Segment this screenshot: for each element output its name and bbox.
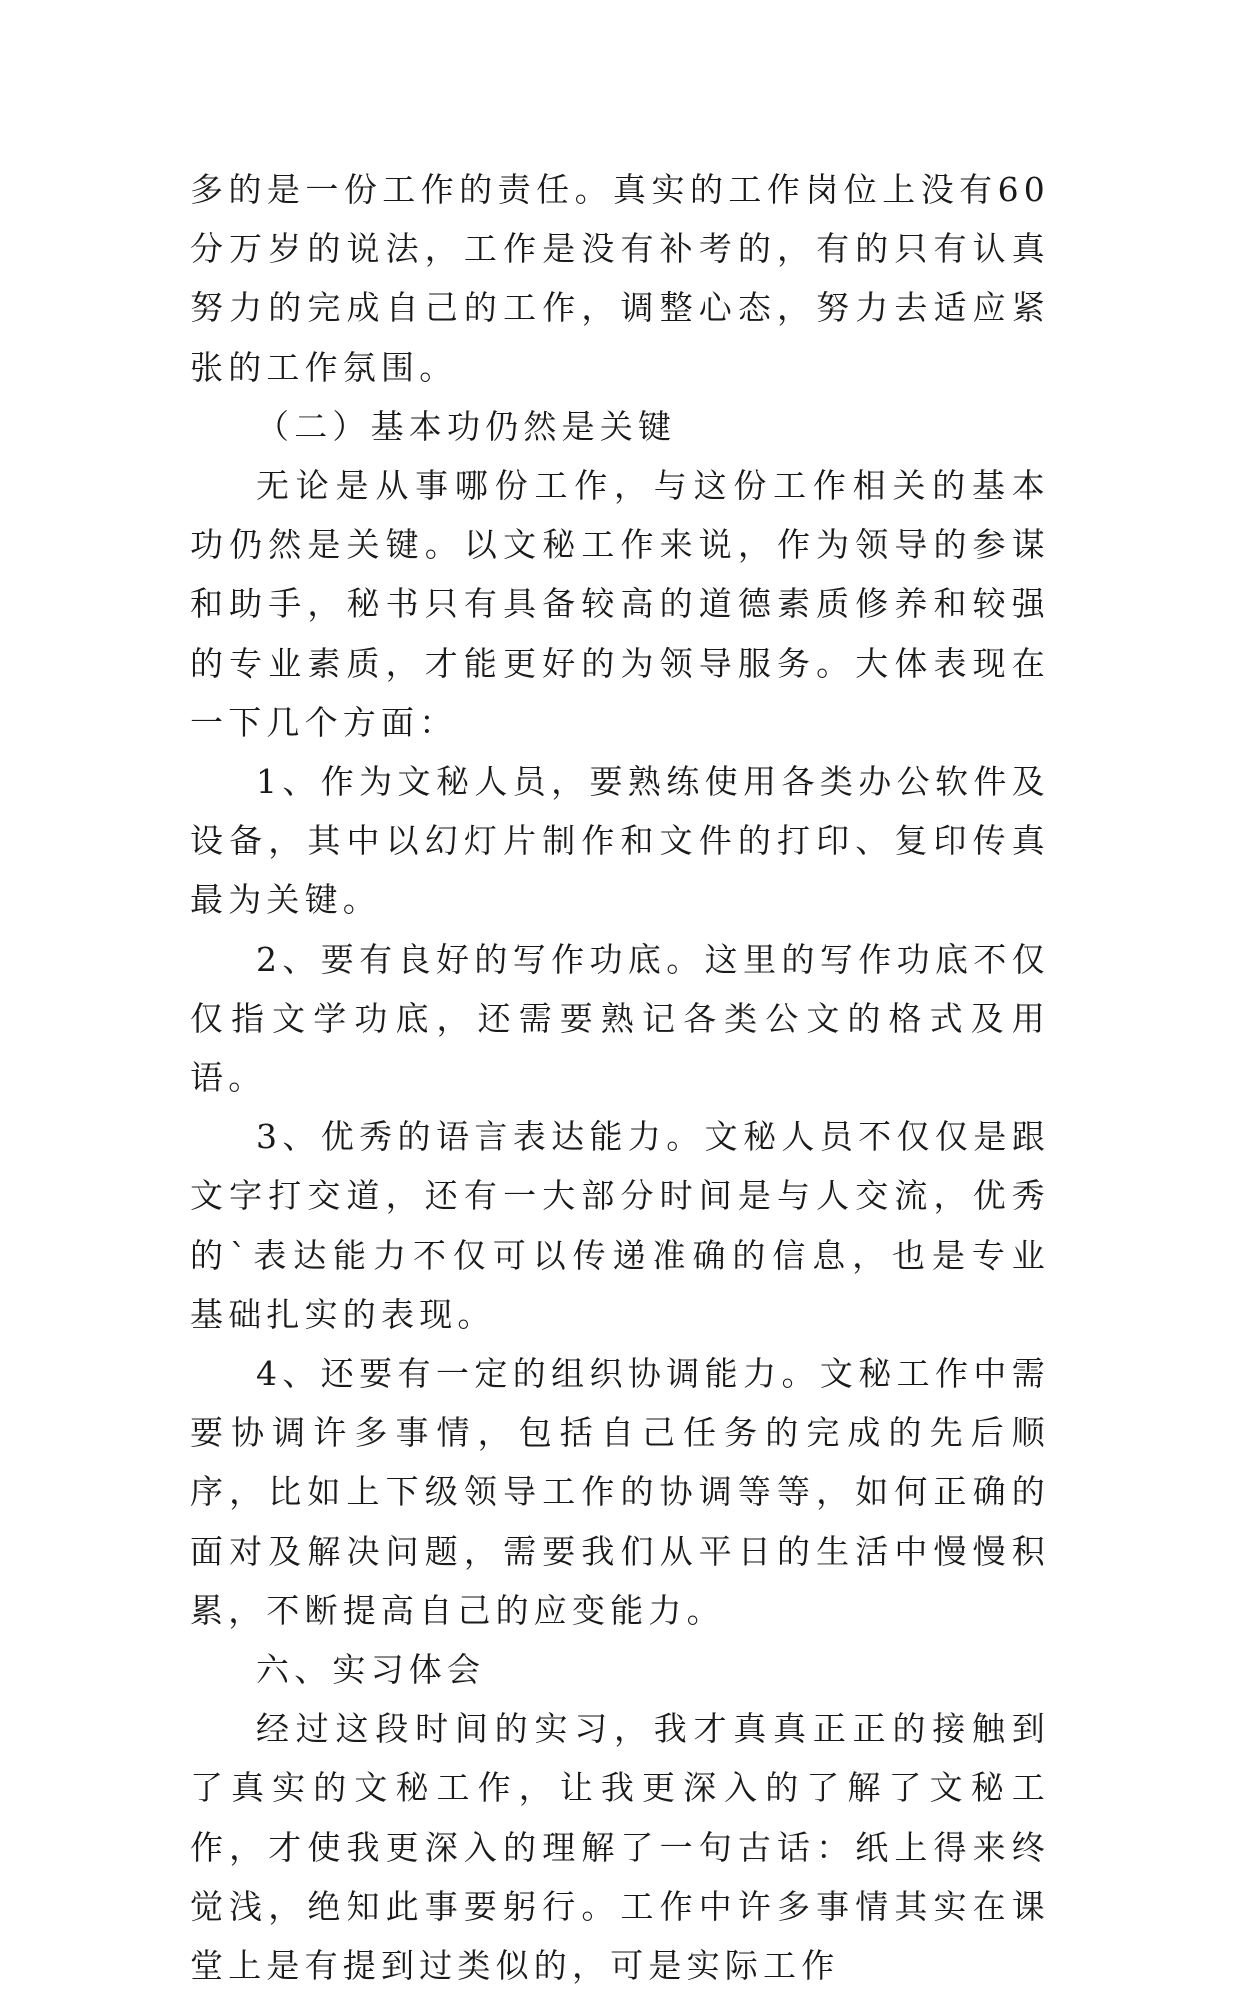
paragraph-item-2: 2、要有良好的写作功底。这里的写作功底不仅仅指文学功底，还需要熟记各类公文的格式及用语。 bbox=[190, 939, 1050, 1098]
paragraph-item-4: 4、还要有一定的组织协调能力。文秘工作中需要协调许多事情，包括自己任务的完成的先后顺序，比如上下级领导工作的协调等等，如何正确的面对及解决问题，需要我们从平日的生活中慢慢积累，不断提高自己的应变能力。 bbox=[190, 1354, 1050, 1630]
subheading-basic-skills: （二）基本功仍然是关键 bbox=[256, 406, 677, 446]
paragraph-item-3: 3、优秀的语言表达能力。文秘人员不仅仅是跟文字打交道，还有一大部分时间是与人交流，优秀的`表达能力不仅可以传递准确的信息，也是专业基础扎实的表现。 bbox=[190, 1117, 1050, 1334]
paragraph-item-1: 1、作为文秘人员，要熟练使用各类办公软件及设备，其中以幻灯片制作和文件的打印、复印传真最为关键。 bbox=[190, 762, 1050, 920]
section-heading-internship-reflection: 六、实习体会 bbox=[256, 1650, 486, 1690]
paragraph-continuation: 多的是一份工作的责任。真实的工作岗位上没有60分万岁的说法，工作是没有补考的，有的只有认真努力的完成自己的工作，调整心态，努力去适应紧张的工作氛围。 bbox=[190, 170, 1050, 387]
document-body bbox=[190, 160, 1050, 1995]
paragraph-internship-reflection: 经过这段时间的实习，我才真真正正的接触到了真实的文秘工作，让我更深入的了解了文秘工作，才使我更深入的理解了一句古话：纸上得来终觉浅，绝知此事要躬行。工作中许多事情其实在课堂上是有提到过类似的，可是实际工作 bbox=[190, 1709, 1050, 1986]
paragraph-basic-skills: 无论是从事哪份工作，与这份工作相关的基本功仍然是关键。以文秘工作来说，作为领导的参谋和助手，秘书只有具备较高的道德素质修养和较强的专业素质，才能更好的为领导服务。大体表现在一下几个方面： bbox=[190, 466, 1050, 742]
